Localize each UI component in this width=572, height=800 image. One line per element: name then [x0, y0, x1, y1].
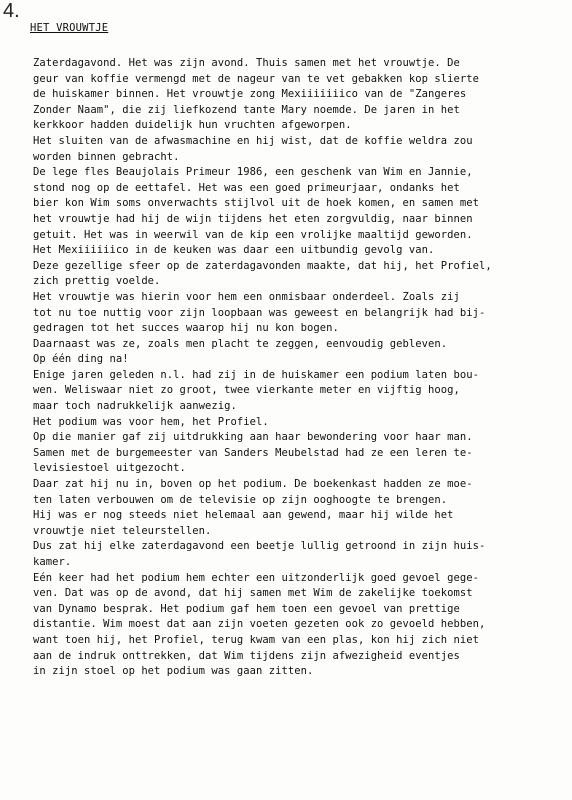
text-line: Daarnaast was ze, zoals men placht te zeggen, eenvoudig gebleven.: [33, 337, 448, 350]
text-line: kamer.: [33, 556, 72, 568]
text-line: zich prettig voelde.: [33, 275, 161, 288]
document-title: HET VROUWTJE: [30, 22, 109, 34]
text-line: ven. Dat was op de avond, dat hij samen met Wim de zakelijke toekomst: [33, 587, 473, 600]
text-line: wen. Weliswaar niet zo groot, twee vierkante meter en vijftig hoog,: [33, 384, 460, 397]
text-line: Hij was er nog steeds niet helemaal aan gewend, maar hij wilde het: [33, 509, 454, 522]
text-line: geur van koffie vermengd met de nageur van te vet gebakken kop slierte: [33, 72, 480, 85]
text-line: Zaterdagavond. Het was zijn avond. Thuis samen met het vrouwtje. De: [33, 57, 460, 69]
text-line: maar toch nadrukkelijk aanwezig.: [33, 400, 237, 413]
text-line: Eén keer had het podium hem echter een uitzonderlijk goed gevoel gege-: [33, 571, 480, 584]
text-line: De lege fles Beaujolais Primeur 1986, een geschenk van Wim en Jannie,: [33, 166, 473, 179]
text-line: Het Mexiiiiiico in de keuken was daar een uitbundig gevolg van.: [33, 244, 435, 257]
text-line: van Dynamo besprak. Het podium gaf hem toen een gevoel van prettige: [33, 602, 460, 615]
text-line: Samen met de burgemeester van Sanders Meubelstad had ze een leren te-: [33, 446, 473, 459]
text-line: Op één ding na!: [33, 353, 129, 366]
text-line: bier kon Wim soms onverwachts stijlvol uit de hoek komen, en samen met: [33, 197, 480, 210]
text-line: worden binnen gebracht.: [33, 150, 180, 163]
text-line: Enige jaren geleden n.l. had zij in de huiskamer een podium laten bou-: [33, 368, 480, 381]
text-line: distantie. Wim moest dat aan zijn voeten gezeten ook zo gevoeld hebben,: [33, 618, 486, 631]
text-line: want toen hij, het Profiel, terug kwam van een plas, kon hij zich niet: [33, 633, 480, 646]
text-line: de huiskamer binnen. Het vrouwtje zong Mexiiiiiiico van de "Zangeres: [33, 88, 467, 101]
text-line: Het vrouwtje was hierin voor hem een onmisbaar onderdeel. Zoals zij: [33, 290, 460, 303]
text-line: vrouwtje niet teleurstellen.: [33, 524, 212, 537]
text-line: ten laten verbouwen om de televisie op zijn ooghoogte te brengen.: [33, 493, 448, 506]
text-line: het vrouwtje had hij de wijn tijdens het eten zorgvuldig, naar binnen: [33, 212, 473, 225]
text-line: Het sluiten van de afwasmachine en hij wist, dat de koffie weldra zou: [33, 134, 473, 147]
text-line: getuit. Het was in weerwil van de kip een vrolijke maaltijd geworden.: [33, 228, 473, 241]
document-body: [33, 56, 563, 680]
text-line: Op die manier gaf zij uitdrukking aan haar bewondering voor haar man.: [33, 431, 473, 444]
text-line: in zijn stoel op het podium was gaan zitten.: [33, 665, 314, 678]
text-line: Deze gezellige sfeer op de zaterdagavonden maakte, dat hij, het Profiel,: [33, 259, 492, 272]
text-line: Zonder Naam", die zij liefkozend tante Mary noemde. De jaren in het: [33, 103, 460, 116]
text-line: stond nog op de eettafel. Het was een goed primeurjaar, ondanks het: [33, 181, 460, 194]
text-line: levisiestoel uitgezocht.: [33, 462, 186, 475]
text-line: Het podium was voor hem, het Profiel.: [33, 415, 269, 428]
text-line: aan de indruk onttrekken, dat Wim tijdens zijn afwezigheid eventjes: [33, 649, 460, 662]
text-line: Daar zat hij nu in, boven op het podium. De boekenkast hadden ze moe-: [33, 478, 473, 491]
text-line: Dus zat hij elke zaterdagavond een beetje lullig getroond in zijn huis-: [33, 540, 486, 553]
text-line: kerkkoor hadden duidelijk hun vruchten afgeworpen.: [33, 119, 352, 132]
text-line: tot nu toe nuttig voor zijn loopbaan was geweest en belangrijk had bij-: [33, 306, 486, 319]
text-line: gedragen tot het succes waarop hij nu kon bogen.: [33, 322, 339, 335]
page-number: 4.: [3, 0, 20, 22]
